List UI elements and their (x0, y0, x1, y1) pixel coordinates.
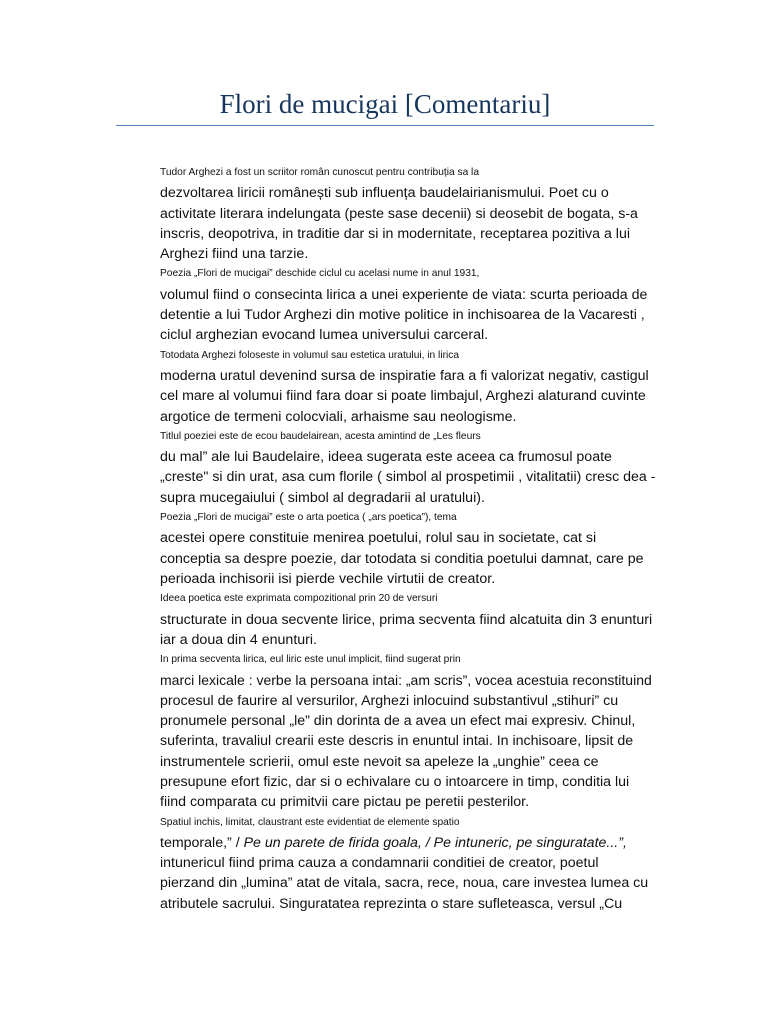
text-line: supra mucegaiului ( simbol al degradarii al uratului). (160, 489, 485, 506)
text-line: inscris, deopotriva, in traditie dar si in modernitate, receptarea pozitiva a lui (160, 225, 630, 242)
text-line: structurate in doua secvente lirice, prima secventa fiind alcatuita din 3 enunturi (160, 611, 653, 628)
text-line: marci lexicale : verbe la persoana intai: „am scris”, vocea acestuia reconstituind (160, 672, 652, 689)
text-line: perioada inchisorii isi pierde vechile virtutii de creator. (160, 570, 496, 587)
text-line: procesul de faurire al versurilor, Arghezi inlocuind substantivul „stihuri” cu (160, 692, 619, 709)
text-line: Totodata Arghezi foloseste in volumul sau estetica uratului, in lirica (160, 349, 459, 361)
paragraph-1 (116, 163, 656, 264)
text-line: dezvoltarea liricii românești sub influența baudelairianismului. Poet cu o (160, 185, 609, 202)
paragraph-5 (116, 508, 656, 589)
text-line: Tudor Arghezi a fost un scriitor român cunoscut pentru contribuția sa la (160, 167, 479, 178)
text-line: instrumentele scrierii, omul este nevoit sa apeleze la „unghie” ceea ce (160, 753, 599, 770)
text-line: detentie a lui Tudor Arghezi din motive politice in inchisoarea de la Vacaresti , (160, 307, 645, 324)
paragraph-4 (116, 427, 656, 508)
text-line: In prima secventa lirica, eul liric este unul implicit, fiind sugerat prin (160, 654, 461, 666)
title-underline (116, 125, 654, 126)
text-line-with-quote (116, 833, 656, 853)
text-line: ciclul arghezian evocand lumea universului carceral. (160, 327, 489, 344)
text-line: Poezia „Flori de mucigai” este o arta poetica ( „ars poetica”), tema (160, 512, 457, 524)
paragraph-2 (116, 264, 656, 345)
text-line: pronumele personal „le” din dorinta de a avea un efect mai expresiv. Chinul, (160, 713, 636, 730)
text-line: moderna uratul devenind sursa de inspiratie fara a fi valorizat negativ, castigul (160, 367, 649, 384)
text-line: activitate literara indelungata (peste sase decenii) si deosebit de bogata, s-a (160, 205, 638, 222)
document-body (116, 163, 656, 914)
text-line: Ideea poetica este exprimata compozitional prin 20 de versuri (160, 593, 438, 605)
text-line: iar a doua din 4 enunturi. (160, 631, 317, 648)
text-line: pierzand din „lumina” atat de vitala, sacra, rece, noua, care investea lumea cu (160, 875, 649, 892)
text-line: fiind comparata cu primitvii care pictau pe peretii pesterilor. (160, 794, 530, 811)
text-line: Titlul poeziei este de ecou baudelairean, acesta amintind de „Les fleurs (160, 430, 481, 442)
text-line: cel mare al volumui fiind fara doar si poate limbajul, Arghezi alaturand cuvinte (160, 388, 646, 405)
paragraph-8 (116, 813, 656, 914)
italic-quote: Pe un parete de firida goala, / Pe intuneric, pe singuratate...”, (243, 834, 627, 851)
paragraph-7 (116, 650, 656, 812)
text-fragment: temporale,” / (160, 834, 244, 851)
text-line: suferinta, travaliul crearii este descris in enuntul intai. In inchisoare, lipsit de (160, 733, 634, 750)
text-line: du mal” ale lui Baudelaire, ideea sugerata este aceea ca frumosul poate (160, 449, 612, 466)
text-line: Poezia „Flori de mucigai” deschide ciclul cu acelasi nume in anul 1931, (160, 268, 480, 280)
paragraph-6 (116, 589, 656, 650)
paragraph-3 (116, 346, 656, 427)
text-line: atributele sacrului. Singuratatea reprezinta o stare sufleteasca, versul „Cu (160, 895, 623, 912)
text-line: intunericul fiind prima cauza a condamnarii conditiei de creator, poetul (160, 855, 599, 872)
text-line: conceptia sa despre poezie, dar totodata si conditia poetului damnat, care pe (160, 550, 644, 567)
text-line: acestei opere constituie menirea poetului, rolul sau in societate, cat si (160, 530, 597, 547)
document-title: Flori de mucigai [Comentariu] (219, 89, 551, 119)
text-line: volumul fiind o consecinta lirica a unei experiente de viata: scurta perioada de (160, 286, 648, 303)
text-line: „creste" si din urat, asa cum florile ( simbol al prospetimii , vitalitatii) cresc dea - (160, 469, 656, 486)
text-line: presupune efort fizic, dar si o echivalare cu o intoarcere in timp, conditia lui (160, 773, 630, 790)
text-line: argotice de termeni colocviali, arhaisme sau neologisme. (160, 408, 517, 425)
text-line: Spatiul inchis, limitat, claustrant este evidentiat de elemente spatio (160, 816, 460, 828)
text-line: Arghezi fiind una tarzie. (160, 246, 309, 263)
